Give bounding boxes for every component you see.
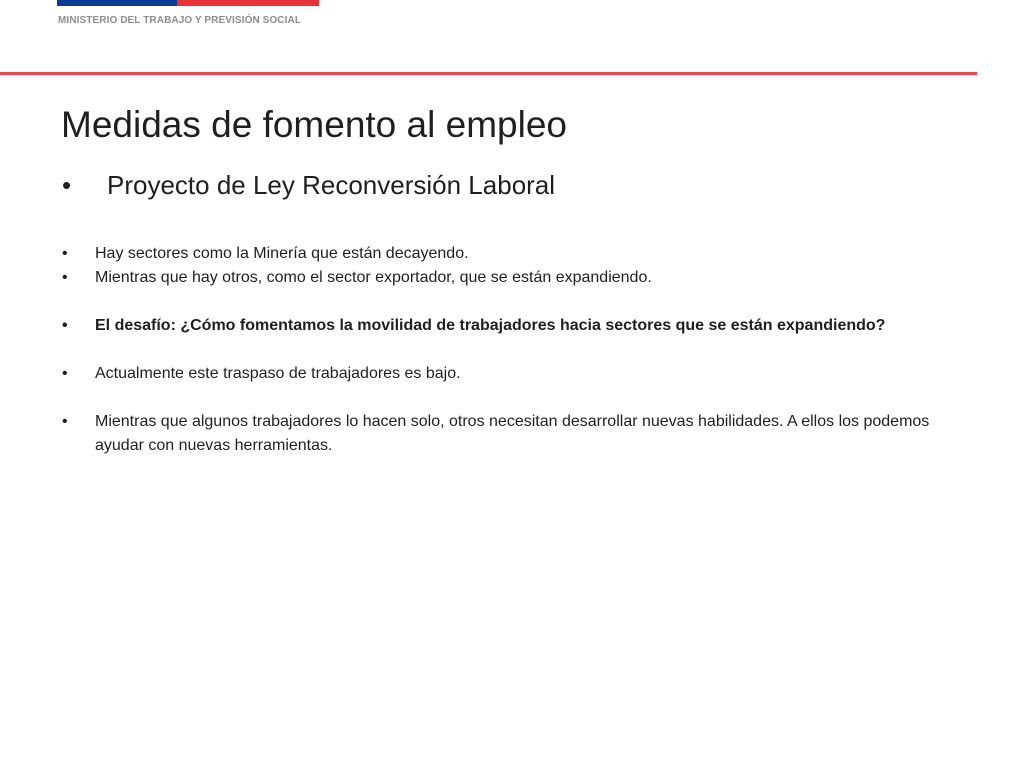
bullet-list <box>62 242 962 458</box>
flag-stripe <box>57 0 319 6</box>
list-item <box>62 362 962 386</box>
list-item-text: Mientras que algunos trabajadores lo hacen solo, otros necesitan desarrollar nuevas habilidades. A ellos los podemos ayudar con nuevas herramientas. <box>95 413 930 454</box>
list-item <box>62 242 962 266</box>
bullet-icon: • <box>62 413 68 430</box>
slide-subtitle: Proyecto de Ley Reconversión Laboral <box>107 170 556 200</box>
ministry-label: MINISTERIO DEL TRABAJO Y PREVISIÓN SOCIAL <box>58 15 302 26</box>
flag-blue-segment <box>57 0 177 6</box>
bullet-icon: • <box>62 317 68 334</box>
flag-red-segment <box>177 0 319 6</box>
list-item-challenge <box>62 314 962 338</box>
slide-title: Medidas de fomento al empleo <box>61 104 567 145</box>
list-item-text: Actualmente este traspaso de trabajadores es bajo. <box>95 365 461 382</box>
list-item <box>62 410 962 458</box>
bullet-icon: • <box>62 269 68 286</box>
list-item-text: El desafío: ¿Cómo fomentamos la movilidad de trabajadores hacia sectores que se están expandiendo? <box>95 317 886 334</box>
bullet-icon: • <box>62 170 72 200</box>
bullet-icon: • <box>62 245 68 262</box>
header-divider <box>0 72 977 75</box>
bullet-icon: • <box>62 365 68 382</box>
list-item <box>62 266 962 290</box>
list-item-text: Mientras que hay otros, como el sector exportador, que se están expandiendo. <box>95 269 652 286</box>
list-item-text: Hay sectores como la Minería que están decayendo. <box>95 245 469 262</box>
